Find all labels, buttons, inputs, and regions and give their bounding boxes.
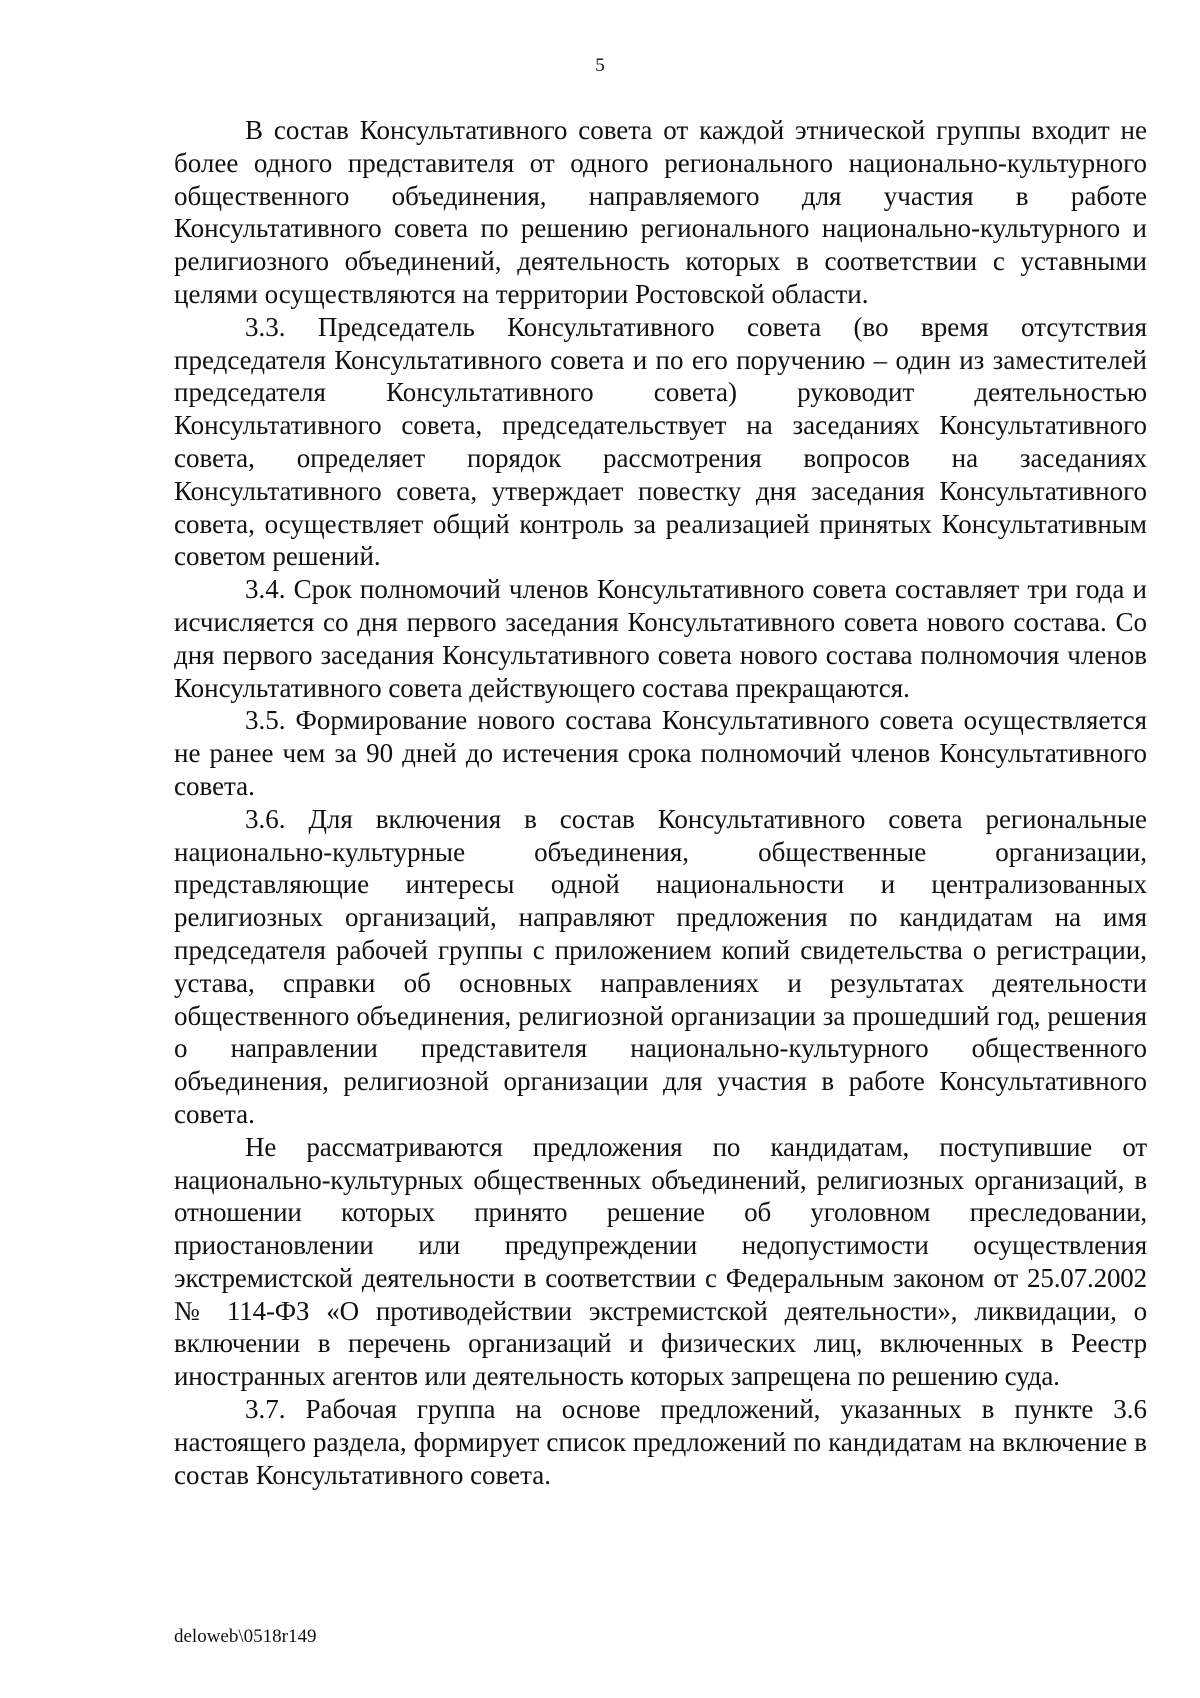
document-body [174,114,1147,1491]
paragraph-3-6-inclusion: 3.6. Для включения в состав Консультативного совета региональные национально-культурные объединения, общественные организации, представляющие интересы одной национальности и централизованных религиозных организаций, направляют предложения по кандидатам на имя председателя рабочей группы с приложением копий свидетельства о регистрации, устава, справки об основных направлениях и результатах деятельности общественного объединения, религиозной организации за прошедший год, решения о направлении представителя национально-культурного общественного объединения, религиозной организации для участия в работе Консультативного совета. [174,803,1147,1129]
paragraph-3-4-term: 3.4. Срок полномочий членов Консультативного совета составляет три года и исчисляется со дня первого заседания Консультативного совета нового состава. Со дня первого заседания Консультативного совета нового состава полномочия членов Консультативного совета действующего состава прекращаются. [174,574,1147,703]
page-number: 5 [595,55,605,76]
paragraph-3-7-working-group: 3.7. Рабочая группа на основе предложений, указанных в пункте 3.6 настоящего раздела, формирует список предложений по кандидатам на включение в состав Консультативного совета. [174,1394,1147,1490]
paragraph-composition: В состав Консультативного совета от каждой этнической группы входит не более одного представителя от одного регионального национально-культурного общественного объединения, направляемого для участия в работе Консультативного совета по решению регионального национально-культурного и религиозного объединений, деятельность которых в соответствии с уставными целями осуществляются на территории Ростовской области. [174,115,1147,309]
paragraph-not-considered: Не рассматриваются предложения по кандидатам, поступившие от национально-культурных общественных объединений, религиозных организаций, в отношении которых принято решение об уголовном преследовании, приостановлении или предупреждении недопустимости осуществления экстремистской деятельности в соответствии с Федеральным законом от 25.07.2002 № 114-ФЗ «О противодействии экстремистской деятельности», ликвидации, о включении в перечень организаций и физических лиц, включенных в Реестр иностранных агентов или деятельность которых запрещена по решению суда. [174,1131,1147,1392]
paragraph-3-3-chairman: 3.3. Председатель Консультативного совета (во время отсутствия председателя Консультативного совета и по его поручению – один из заместителей председателя Консультативного совета) руководит деятельностью Консультативного совета, председательствует на заседаниях Консультативного совета, определяет порядок рассмотрения вопросов на заседаниях Консультативного совета, утверждает повестку дня заседания Консультативного совета, осуществляет общий контроль за реализацией принятых Консультативным советом решений. [174,311,1147,572]
footer-document-code: deloweb\0518r149 [174,1626,317,1647]
paragraph-3-5-formation: 3.5. Формирование нового состава Консультативного совета осуществляется не ранее чем за 90 дней до истечения срока полномочий членов Консультативного совета. [174,705,1147,801]
